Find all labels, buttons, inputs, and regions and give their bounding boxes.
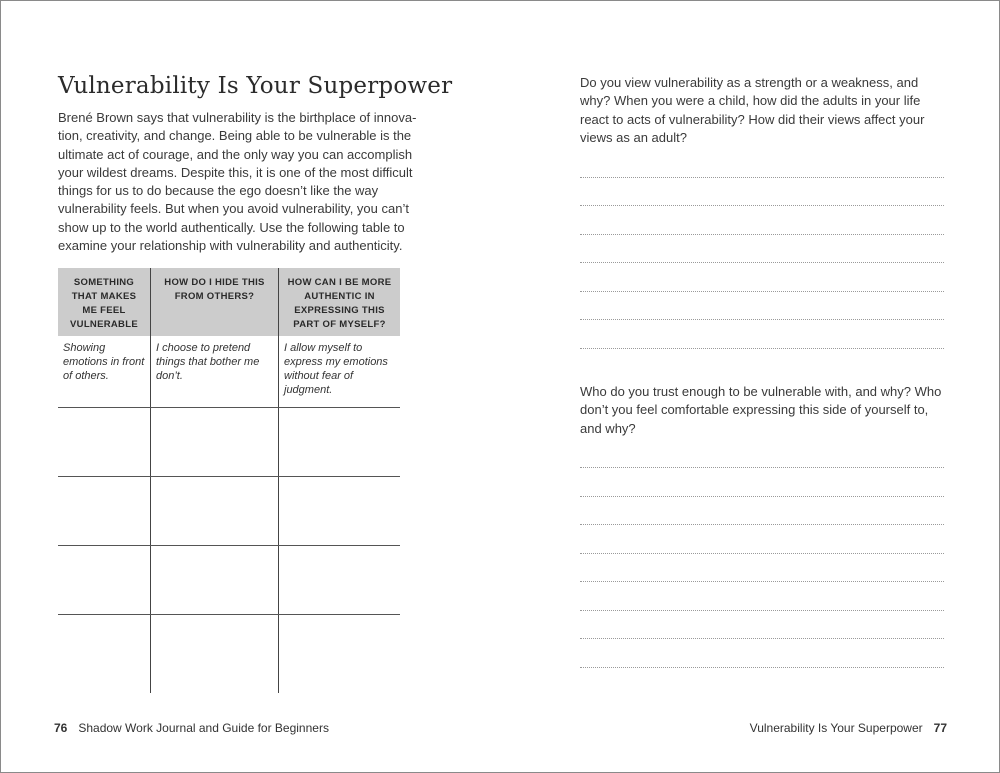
blank-cell[interactable] <box>279 408 401 477</box>
intro-paragraph: Brené Brown says that vulnerability is the birthplace of innovation, creativity, and change. Being able to be vulnerable is the ultimate act of courage, and the only way you can accomplish your wildest dreams. Despite this, it is one of the most difficult things for us to do because the ego doesn’t like the way vulnerability feels. But when you avoid vulnerability, you can’t show up to the world authentically. Use the following table to examine your relationship with vulnerability and authenticity. <box>58 110 417 254</box>
table-header-row <box>58 268 400 336</box>
example-cell-authentic: I allow myself to express my emotions without fear of judgment. <box>279 336 401 408</box>
blank-cell[interactable] <box>58 546 151 615</box>
journal-prompt: Who do you trust enough to be vulnerable with, and why? Who don’t you feel comfortable expressing this side of yourself to, and why? <box>580 384 942 436</box>
table-header-authentic: HOW CAN I BE MORE AUTHENTIC IN EXPRESSING THIS PART OF MYSELF? <box>279 268 401 336</box>
writing-line[interactable] <box>580 467 944 468</box>
writing-line[interactable] <box>580 581 944 582</box>
table-row <box>58 477 400 546</box>
writing-line[interactable] <box>580 234 944 235</box>
blank-cell[interactable] <box>279 546 401 615</box>
blank-cell[interactable] <box>151 546 279 615</box>
writing-line[interactable] <box>580 496 944 497</box>
writing-line[interactable] <box>580 205 944 206</box>
writing-line[interactable] <box>580 553 944 554</box>
table-row <box>58 546 400 615</box>
running-chapter-title: Vulnerability Is Your Superpower <box>749 721 923 735</box>
right-footer <box>750 721 947 735</box>
writing-line[interactable] <box>580 177 944 178</box>
blank-cell[interactable] <box>151 615 279 694</box>
example-cell-trigger: Showing emotions in front of others. <box>58 336 151 408</box>
blank-cell[interactable] <box>279 615 401 694</box>
writing-line[interactable] <box>580 291 944 292</box>
writing-line[interactable] <box>580 524 944 525</box>
page-number: 76 <box>54 721 68 735</box>
blank-cell[interactable] <box>151 477 279 546</box>
blank-cell[interactable] <box>279 477 401 546</box>
left-page <box>1 1 500 772</box>
table-example-row <box>58 336 400 408</box>
table-header-trigger: SOMETHING THAT MAKES ME FEEL VULNERABLE <box>58 268 151 336</box>
journal-prompt: Do you view vulnerability as a strength or a weakness, and why? When you were a child, how did the adults in your life react to acts of vulnerability? How did their views affect your views as an adult? <box>580 75 925 145</box>
table-header-hide: HOW DO I HIDE THIS FROM OTHERS? <box>151 268 279 336</box>
writing-line[interactable] <box>580 610 944 611</box>
left-footer <box>54 721 329 735</box>
blank-cell[interactable] <box>58 408 151 477</box>
table-row <box>58 408 400 477</box>
table-row <box>58 615 400 694</box>
running-book-title: Shadow Work Journal and Guide for Beginners <box>78 721 329 735</box>
writing-line[interactable] <box>580 319 944 320</box>
blank-cell[interactable] <box>58 615 151 694</box>
example-cell-hide: I choose to pretend things that bother me don’t. <box>151 336 279 408</box>
writing-line[interactable] <box>580 667 944 668</box>
right-page <box>500 1 999 772</box>
writing-line[interactable] <box>580 638 944 639</box>
blank-cell[interactable] <box>58 477 151 546</box>
writing-line[interactable] <box>580 348 944 349</box>
blank-cell[interactable] <box>151 408 279 477</box>
vulnerability-table <box>58 268 400 693</box>
writing-line[interactable] <box>580 262 944 263</box>
page-title: Vulnerability Is Your Superpower <box>58 73 453 99</box>
page-number: 77 <box>933 721 947 735</box>
